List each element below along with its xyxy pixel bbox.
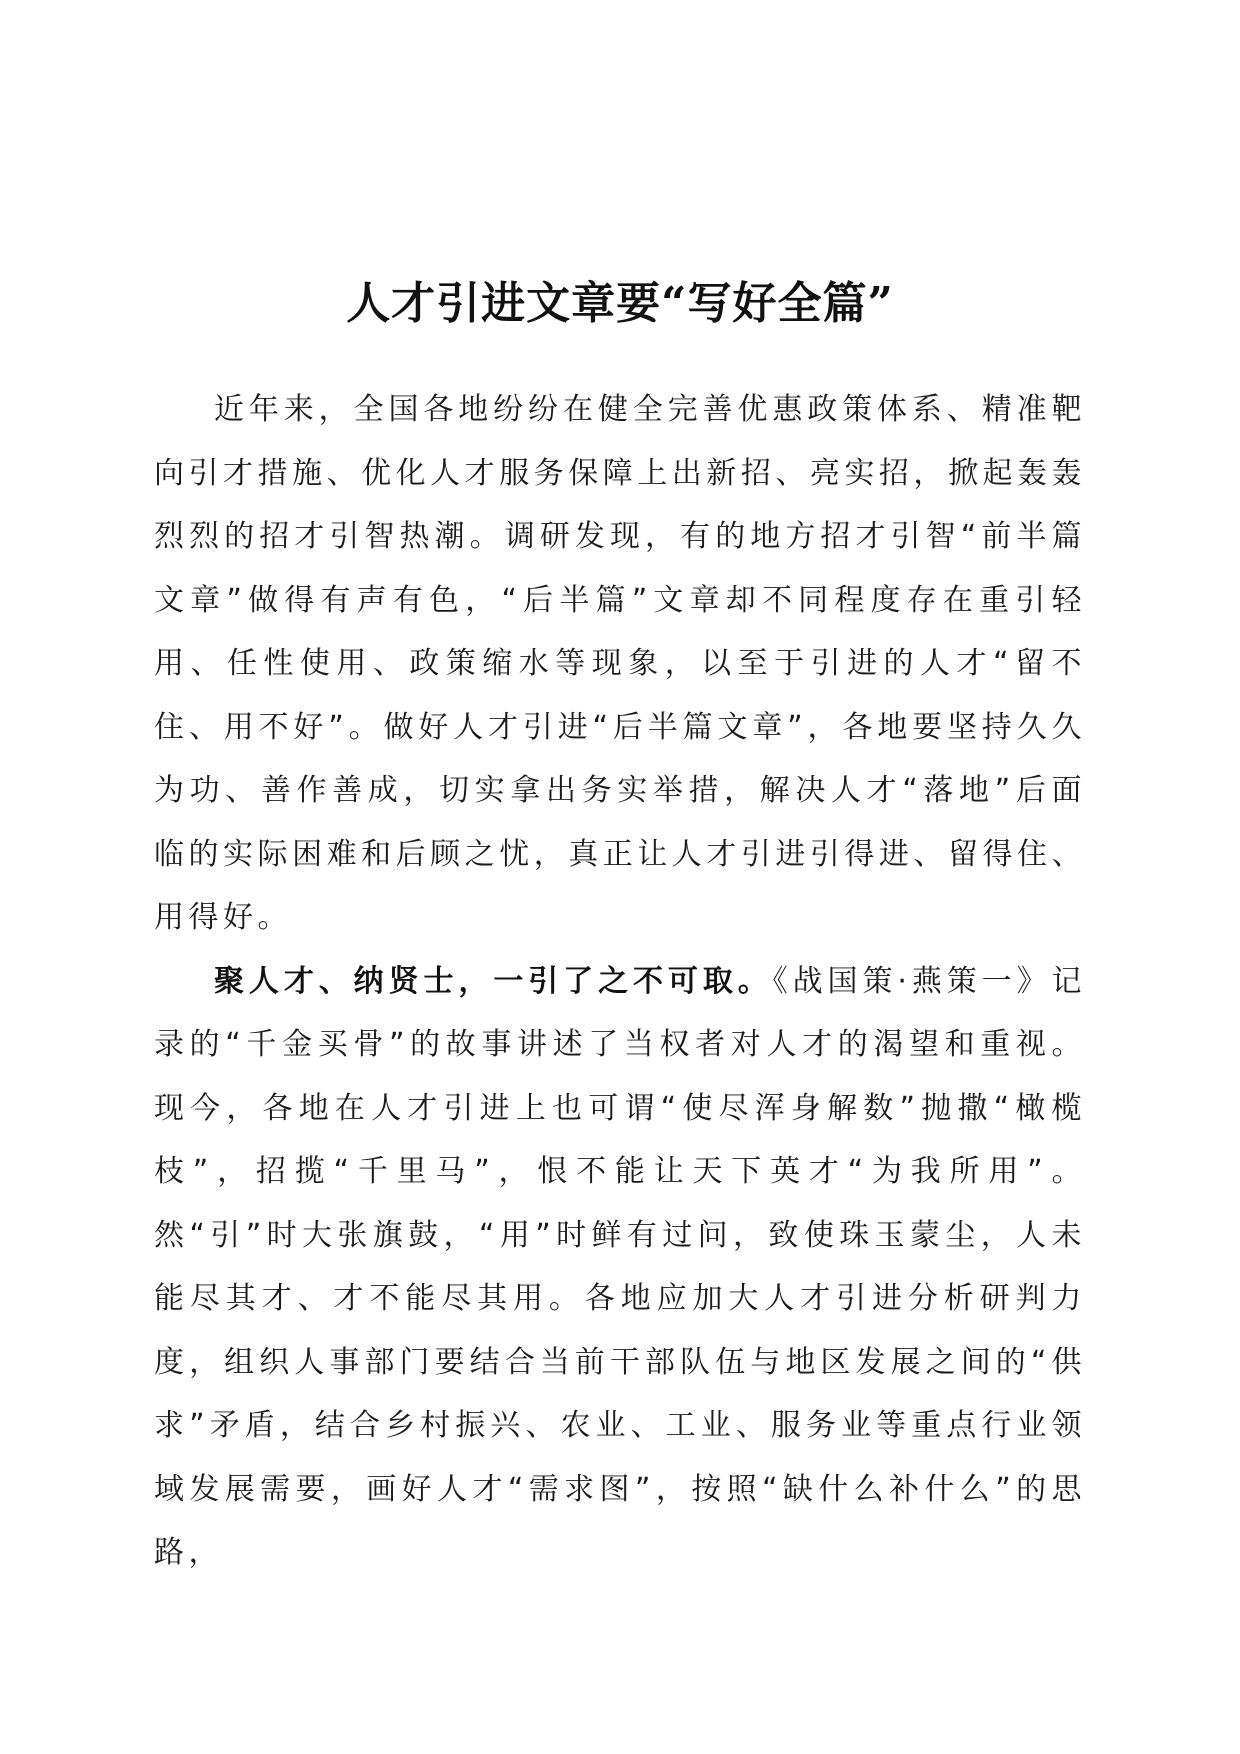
paragraph-section-1 xyxy=(154,950,1086,1585)
paragraph-text: 近年来，全国各地纷纷在健全完善优惠政策体系、精准靶向引才措施、优化人才服务保障上出新招、亮实招，掀起轰轰烈烈的招才引智热潮。调研发现，有的地方招才引智“前半篇文章”做得有声有色，“后半篇”文章却不同程度存在重引轻用、任性使用、政策缩水等现象，以至于引进的人才“留不住、用不好”。做好人才引进“后半篇文章”，各地要坚持久久为功、善作善成，切实拿出务实举措，解决人才“落地”后面临的实际困难和后顾之忧，真正让人才引进引得进、留得住、用得好。 xyxy=(154,392,1086,935)
paragraph-text: 《战国策·燕策一》记录的“千金买骨”的故事讲述了当权者对人才的渴望和重视。现今，各地在人才引进上也可谓“使尽浑身解数”抛撒“橄榄枝”，招揽“千里马”，恨不能让天下英才“为我所用”。然“引”时大张旗鼓，“用”时鲜有过问，致使珠玉蒙尘，人未能尽其才、才不能尽其用。各地应加大人才引进分析研判力度，组织人事部门要结合当前干部队伍与地区发展之间的“供求”矛盾，结合乡村振兴、农业、工业、服务业等重点行业领域发展需要，画好人才“需求图”，按照“缺什么补什么”的思路， xyxy=(154,963,1087,1570)
article-body xyxy=(154,378,1086,1585)
paragraph-lead: 聚人才、纳贤士，一引了之不可取。 xyxy=(214,963,773,999)
paragraph-intro xyxy=(154,378,1086,950)
page-title: 人才引进文章要“写好全篇” xyxy=(346,278,894,330)
